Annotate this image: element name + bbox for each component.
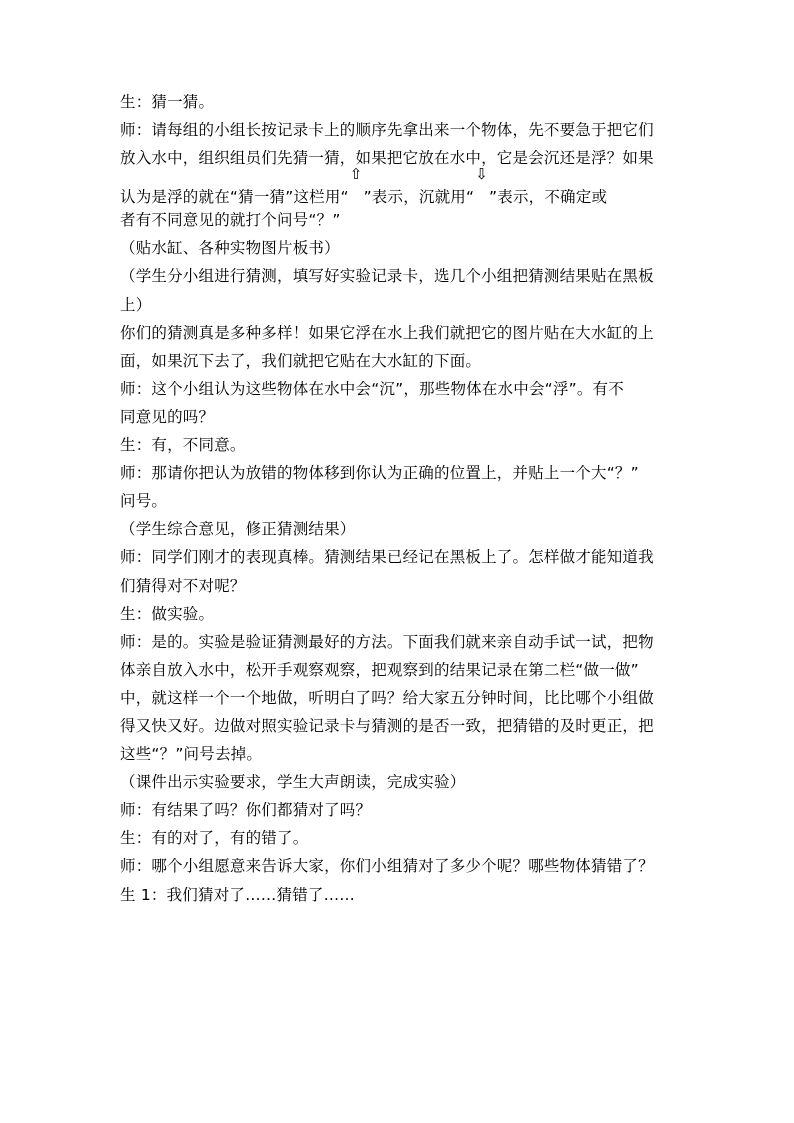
text-line: 师：这个小组认为这些物体在水中会“沉”，那些物体在水中会“浮”。有不	[120, 379, 624, 398]
text-line: （贴水缸、各种实物图片板书）	[120, 239, 340, 258]
text-line: 师：那请你把认为放错的物体移到你认为正确的位置上，并贴上一个大“？”	[120, 464, 639, 483]
text-line-with-arrows	[120, 165, 676, 210]
text-segment: ”表示，不确定或	[489, 188, 608, 207]
text-line: 生：做实验。	[120, 604, 215, 623]
text-line: 师：请每组的小组长按记录卡上的顺序先拿出来一个物体，先不要急于把它们	[120, 121, 654, 140]
text-line: 问号。	[120, 492, 168, 511]
text-line: 中，就这样一个一个地做，听明白了吗？给大家五分钟时间，比比哪个小组做	[120, 688, 654, 707]
text-line: 师：是的。实验是验证猜测最好的方法。下面我们就来亲自动手试一试，把物	[120, 632, 654, 651]
text-line: 你们的猜测真是多种多样！如果它浮在水上我们就把它的图片贴在大水缸的上	[120, 323, 654, 342]
text-segment: 认为是浮的就在“猜一猜”这栏用“	[120, 188, 349, 207]
text-line: 同意见的吗？	[120, 407, 215, 426]
text-line: 师：同学们刚才的表现真棒。猜测结果已经记在黑板上了。怎样做才能知道我	[120, 548, 654, 567]
text-line: 面，如果沉下去了，我们就把它贴在大水缸的下面。	[120, 351, 482, 370]
text-line: 者有不同意见的就打个问号“？”	[120, 211, 341, 230]
document-body	[120, 92, 676, 913]
up-arrow-icon: ⇧	[349, 165, 363, 184]
down-arrow-icon: ⇩	[475, 165, 489, 184]
text-line: （课件出示实验要求，学生大声朗读，完成实验）	[120, 773, 466, 792]
text-line: 师：哪个小组愿意来告诉大家，你们小组猜对了多少个呢？哪些物体猜错了？	[120, 857, 654, 876]
text-line: 体亲自放入水中，松开手观察观察，把观察到的结果记录在第二栏“做一做”	[120, 660, 639, 679]
text-line: 师：有结果了吗？你们都猜对了吗？	[120, 801, 372, 820]
text-line: 们猜得对不对呢？	[120, 576, 246, 595]
text-line: 生：有，不同意。	[120, 436, 246, 455]
text-line: 放入水中，组织组员们先猜一猜，如果把它放在水中，它是会沉还是浮？如果	[120, 149, 654, 168]
text-line: 得又快又好。边做对照实验记录卡与猜测的是否一致，把猜错的及时更正，把	[120, 716, 654, 735]
text-line: 生 1：我们猜对了……猜错了……	[120, 885, 355, 904]
text-line: （学生综合意见，修正猜测结果）	[120, 520, 356, 539]
text-line: 上）	[120, 295, 152, 314]
text-segment: ”表示，沉就用“	[363, 188, 475, 207]
text-line: 生：有的对了，有的错了。	[120, 829, 309, 848]
text-line: （学生分小组进行猜测，填写好实验记录卡，选几个小组把猜测结果贴在黑板	[120, 267, 654, 286]
text-line: 生：猜一猜。	[120, 93, 215, 111]
text-line: 这些“？”问号去掉。	[120, 745, 263, 764]
